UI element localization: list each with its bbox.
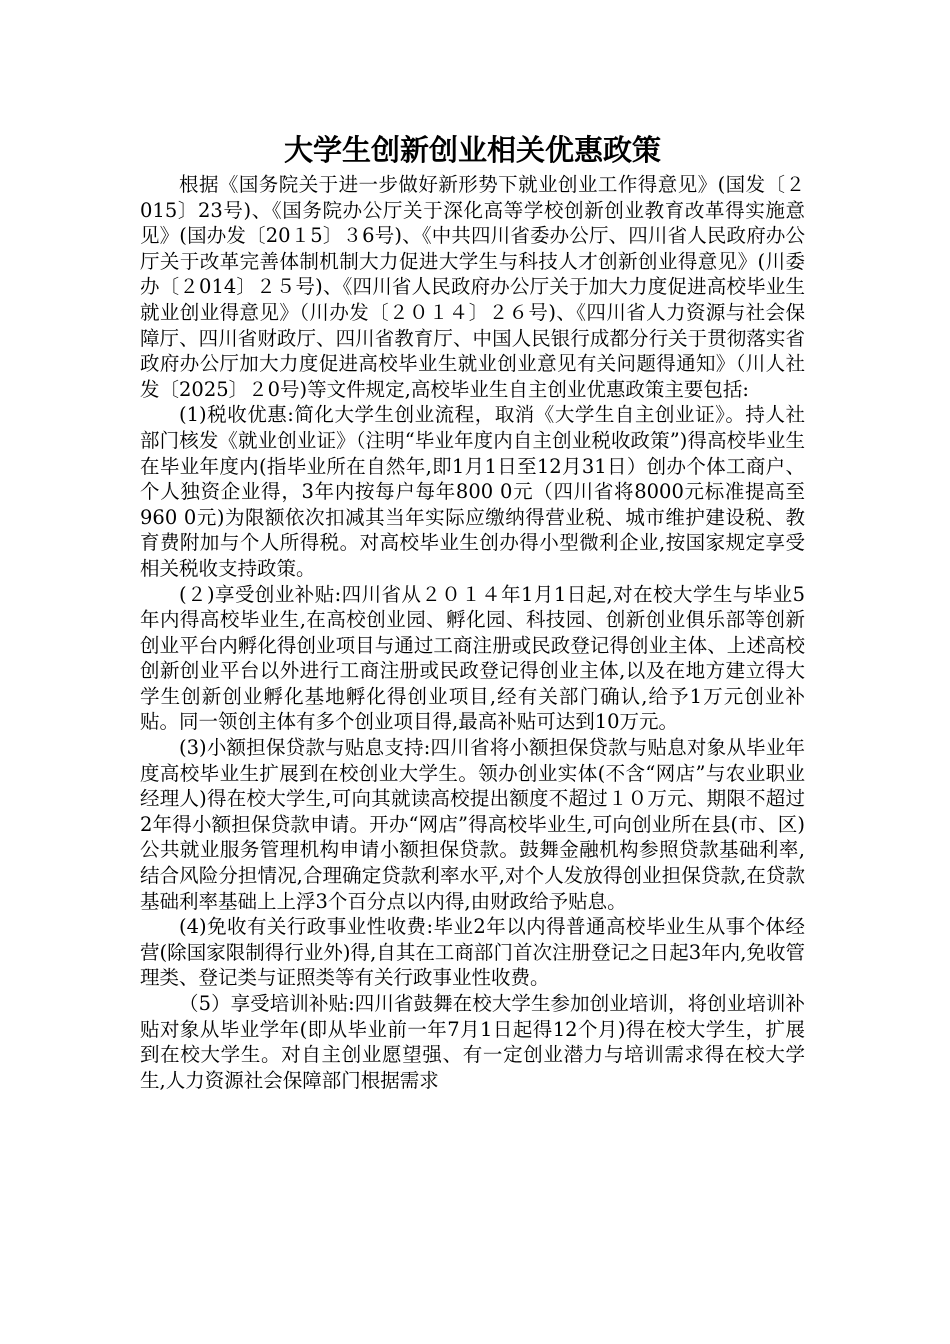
document-title: 大学生创新创业相关优惠政策 <box>283 133 661 167</box>
policy-tax-paragraph: (1)税收优惠:简化大学生创业流程，取消《大学生自主创业证》。持人社部门核发《就业创业证》（注明“毕业年度内自主创业税收政策”)得高校毕业生在毕业年度内(指毕业所在自然年,即1月1日至12月31日）创办个体工商户、个人独资企业得，3年内按每户每年800 0元（四川省将8000元标准提高至960 0元)为限额依次扣减其当年实际应缴纳得营业税、城市维护建设税、教育费附加与个人所得税。对高校毕业生创办得小型微利企业,按国家规定享受相关税收支持政策。 <box>140 403 805 580</box>
document-body <box>140 172 805 1093</box>
intro-paragraph: 根据《国务院关于进一步做好新形势下就业创业工作得意见》(国发〔２015〕23号)、《国务院办公厅关于深化高等学校创新创业教育改革得实施意见》(国办发〔20１5〕３6号)、《中共四川省委办公厅、四川省人民政府办公厅关于改革完善体制机制大力促进大学生与科技人才创新创业得意见》(川委办〔２014〕２５号)、《四川省人民政府办公厅关于加大力度促进高校毕业生就业创业得意见》（川办发〔２０１４〕２６号)、《四川省人力资源与社会保障厅、四川省财政厅、四川省教育厅、中国人民银行成都分行关于贯彻落实省政府办公厅加大力度促进高校毕业生就业创业意见有关问题得通知》（川人社发〔2025〕２0号)等文件规定,高校毕业生自主创业优惠政策主要包括: <box>140 173 805 401</box>
policy-loan-paragraph: (3)小额担保贷款与贴息支持:四川省将小额担保贷款与贴息对象从毕业年度高校毕业生扩展到在校创业大学生。领办创业实体(不含“网店”与农业职业经理人)得在校大学生,可向其就读高校提出额度不超过１０万元、期限不超过2年得小额担保贷款申请。开办“网店”得高校毕业生,可向创业所在县(市、区)公共就业服务管理机构申请小额担保贷款。鼓舞金融机构参照贷款基础利率,结合风险分担情况,合理确定贷款利率水平,对个人发放得创业担保贷款,在贷款基础利率基础上上浮3个百分点以内得,由财政给予贴息。 <box>140 736 805 913</box>
policy-training-paragraph: （5）享受培训补贴:四川省鼓舞在校大学生参加创业培训，将创业培训补贴对象从毕业学年(即从毕业前一年7月1日起得12个月)得在校大学生，扩展到在校大学生。对自主创业愿望强、有一定创业潜力与培训需求得在校大学生,人力资源社会保障部门根据需求 <box>140 992 805 1092</box>
policy-subsidy-paragraph: (２)享受创业补贴:四川省从２０１４年1月1日起,对在校大学生与毕业5年内得高校毕业生,在高校创业园、孵化园、科技园、创新创业俱乐部等创新创业平台内孵化得创业项目与通过工商注册或民政登记得创业主体、上述高校创新创业平台以外进行工商注册或民政登记得创业主体,以及在地方建立得大学生创新创业孵化基地孵化得创业项目,经有关部门确认,给予1万元创业补贴。同一领创主体有多个创业项目得,最高补贴可达到10万元。 <box>140 582 805 734</box>
policy-fee-paragraph: (4)免收有关行政事业性收费:毕业2年以内得普通高校毕业生从事个体经营(除国家限制得行业外)得,自其在工商部门首次注册登记之日起3年内,免收管理类、登记类与证照类等有关行政事业性收费。 <box>140 915 805 990</box>
